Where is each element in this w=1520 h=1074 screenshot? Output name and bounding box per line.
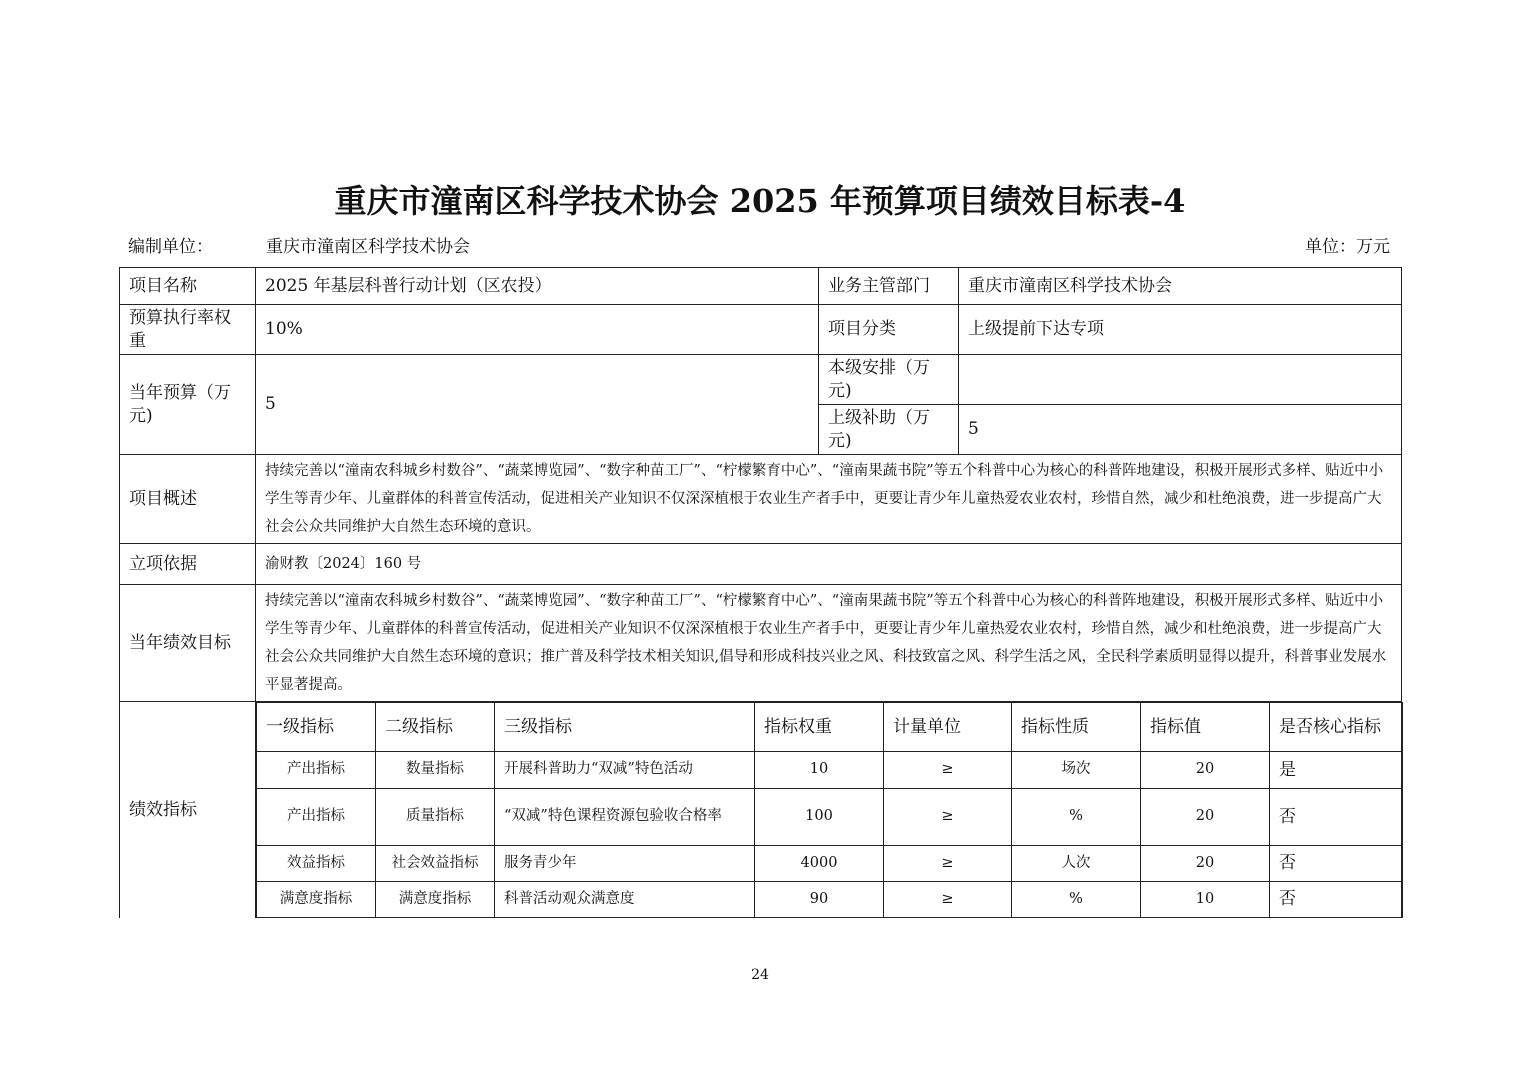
project-overview-label: 项目概述	[120, 455, 256, 544]
currency-unit: 单位：万元	[1305, 237, 1390, 257]
level3-cell: 开展科普助力“双减”特色活动	[495, 752, 755, 789]
project-basis-label: 立项依据	[120, 544, 256, 585]
project-name-value: 2025 年基层科普行动计划（区农投）	[256, 268, 819, 305]
value-cell: 20	[1141, 789, 1270, 846]
level2-cell: 社会效益指标	[376, 846, 495, 882]
unit-cell: ≥	[884, 789, 1012, 846]
level3-cell: 科普活动观众满意度	[495, 882, 755, 918]
annual-budget-value: 5	[256, 355, 819, 455]
local-arrangement-label: 本级安排（万元)	[819, 355, 959, 405]
annual-goal-label: 当年绩效目标	[120, 585, 256, 702]
header-level2: 二级指标	[376, 703, 495, 752]
header-core: 是否核心指标	[1270, 703, 1403, 752]
level1-cell: 效益指标	[257, 846, 376, 882]
core-cell: 否	[1270, 789, 1403, 846]
page-number: 24	[751, 967, 769, 983]
header-level1: 一级指标	[257, 703, 376, 752]
level1-cell: 满意度指标	[257, 882, 376, 918]
level2-cell: 质量指标	[376, 789, 495, 846]
superior-subsidy-value: 5	[959, 405, 1402, 455]
weight-cell: 10	[755, 752, 884, 789]
core-cell: 是	[1270, 752, 1403, 789]
project-category-value: 上级提前下达专项	[959, 305, 1402, 355]
header-weight: 指标权重	[755, 703, 884, 752]
value-cell: 20	[1141, 752, 1270, 789]
nature-cell: %	[1012, 882, 1141, 918]
level1-cell: 产出指标	[257, 752, 376, 789]
header-level3: 三级指标	[495, 703, 755, 752]
department-label: 业务主管部门	[819, 268, 959, 305]
unit-cell: ≥	[884, 882, 1012, 918]
indicator-row	[257, 752, 1403, 789]
level3-cell: 服务青少年	[495, 846, 755, 882]
compiling-unit-value: 重庆市潼南区科学技术协会	[266, 237, 470, 257]
unit-cell: ≥	[884, 846, 1012, 882]
budget-weight-label: 预算执行率权重	[120, 305, 256, 355]
performance-indicators-container	[256, 702, 1402, 919]
page-title: 重庆市潼南区科学技术协会 2025 年预算项目绩效目标表-4	[334, 182, 1186, 220]
nature-cell: %	[1012, 789, 1141, 846]
superior-subsidy-label: 上级补助（万元)	[819, 405, 959, 455]
header-nature: 指标性质	[1012, 703, 1141, 752]
header-unit: 计量单位	[884, 703, 1012, 752]
indicators-table	[256, 702, 1403, 918]
annual-budget-label: 当年预算（万元)	[120, 355, 256, 455]
nature-cell: 人次	[1012, 846, 1141, 882]
level2-cell: 数量指标	[376, 752, 495, 789]
level3-cell: “双减”特色课程资源包验收合格率	[495, 789, 755, 846]
value-cell: 10	[1141, 882, 1270, 918]
core-cell: 否	[1270, 882, 1403, 918]
project-overview-text: 持续完善以“潼南农科城乡村数谷”、“蔬菜博览园”、“数字种苗工厂”、“柠檬繁育中心”、“潼南果蔬书院”等五个科普中心为核心的科普阵地建设，积极开展形式多样、贴近中小学生等青少年、儿童群体的科普宣传活动，促进相关产业知识不仅深深植根于农业生产者手中，更要让青少年儿童热爱农业农村，珍惜自然，减少和杜绝浪费，进一步提高广大社会公众共同维护大自然生态环境的意识。	[256, 455, 1402, 544]
performance-indicators-label: 绩效指标	[120, 702, 256, 919]
nature-cell: 场次	[1012, 752, 1141, 789]
annual-goal-text: 持续完善以“潼南农科城乡村数谷”、“蔬菜博览园”、“数字种苗工厂”、“柠檬繁育中心”、“潼南果蔬书院”等五个科普中心为核心的科普阵地建设，积极开展形式多样、贴近中小学生等青少年、儿童群体的科普宣传活动，促进相关产业知识不仅深深植根于农业生产者手中，更要让青少年儿童热爱农业农村，珍惜自然，减少和杜绝浪费，进一步提高广大社会公众共同维护大自然生态环境的意识；推广普及科学技术相关知识,倡导和形成科技兴业之风、科技致富之风、科学生活之风，全民科学素质明显得以提升，科普事业发展水平显著提高。	[256, 585, 1402, 702]
compiling-unit-label: 编制单位：	[128, 237, 213, 257]
core-cell: 否	[1270, 846, 1403, 882]
budget-weight-value: 10%	[256, 305, 819, 355]
header-value: 指标值	[1141, 703, 1270, 752]
weight-cell: 100	[755, 789, 884, 846]
indicator-row	[257, 882, 1403, 918]
weight-cell: 4000	[755, 846, 884, 882]
local-arrangement-value	[959, 355, 1402, 405]
weight-cell: 90	[755, 882, 884, 918]
level1-cell: 产出指标	[257, 789, 376, 846]
indicator-row	[257, 846, 1403, 882]
level2-cell: 满意度指标	[376, 882, 495, 918]
value-cell: 20	[1141, 846, 1270, 882]
unit-cell: ≥	[884, 752, 1012, 789]
performance-target-table	[119, 267, 1402, 918]
project-name-label: 项目名称	[120, 268, 256, 305]
indicator-row	[257, 789, 1403, 846]
department-value: 重庆市潼南区科学技术协会	[959, 268, 1402, 305]
project-category-label: 项目分类	[819, 305, 959, 355]
project-basis-value: 渝财教〔2024〕160 号	[256, 544, 1402, 585]
